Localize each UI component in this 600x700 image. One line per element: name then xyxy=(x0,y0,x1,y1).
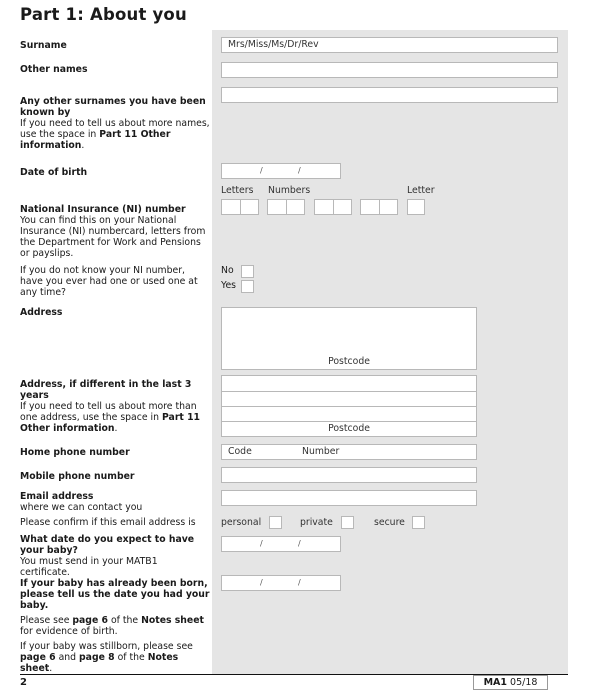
ni-letter-heading: Letter xyxy=(407,185,435,196)
page-title: Part 1: About you xyxy=(20,5,187,24)
email-secure-label: secure xyxy=(374,517,405,528)
date-separator: / xyxy=(260,166,263,175)
email-personal-label: personal xyxy=(221,517,262,528)
address-postcode-label: Postcode xyxy=(328,356,370,367)
ni-final-letter-box[interactable] xyxy=(407,199,425,215)
surname-input[interactable] xyxy=(221,37,558,53)
previous-address-input[interactable] xyxy=(221,375,477,437)
dob-input[interactable] xyxy=(221,163,341,179)
home-phone-label: Home phone number xyxy=(20,447,130,458)
phone-code-label: Code xyxy=(228,446,252,457)
date-separator: / xyxy=(260,539,263,548)
mobile-phone-label: Mobile phone number xyxy=(20,471,135,482)
other-names-label: Other names xyxy=(20,64,88,75)
ni-numbers-boxes-1[interactable] xyxy=(267,199,305,215)
email-input[interactable] xyxy=(221,490,477,506)
previous-address-label: Address, if different in the last 3 years If you need to tell us about more than one address, use the space in Part 11 Other information. xyxy=(20,379,201,434)
other-surnames-label: Any other surnames you have been known by If you need to tell us about more names, use the space in Part 11 Other information. xyxy=(20,96,210,151)
ni-letters-boxes[interactable] xyxy=(221,199,259,215)
address-label: Address xyxy=(20,307,63,318)
note-evidence-of-birth: Please see page 6 of the Notes sheet for evidence of birth. xyxy=(20,615,204,637)
page-number: 2 xyxy=(20,677,27,688)
ni-numbers-boxes-3[interactable] xyxy=(360,199,398,215)
date-separator: / xyxy=(298,578,301,587)
address-line-divider xyxy=(222,391,476,392)
ni-unknown-question: If you do not know your NI number, have you ever had one or used one at any time? xyxy=(20,265,198,298)
ni-numbers-boxes-2[interactable] xyxy=(314,199,352,215)
email-private-checkbox[interactable] xyxy=(341,516,354,529)
expected-date-input[interactable] xyxy=(221,536,341,552)
date-separator: / xyxy=(298,539,301,548)
email-confirm-text: Please confirm if this email address is xyxy=(20,517,196,528)
dob-label: Date of birth xyxy=(20,167,88,178)
email-personal-checkbox[interactable] xyxy=(269,516,282,529)
date-separator: / xyxy=(298,166,301,175)
ni-number-label: National Insurance (NI) number You can find this on your National Insurance (NI) numbercard, letters from the Department for Work and Pensions or payslips. xyxy=(20,204,206,259)
expected-date-label: What date do you expect to have your baby? You must send in your MATB1 certificate. If your baby has already been born, please tell us the date you had your baby. xyxy=(20,534,210,611)
email-label: Email address where we can contact you xyxy=(20,491,143,513)
other-surnames-input[interactable] xyxy=(221,87,558,103)
phone-number-label: Number xyxy=(302,446,340,457)
address-line-divider xyxy=(222,406,476,407)
email-private-label: private xyxy=(300,517,333,528)
ni-no-checkbox[interactable] xyxy=(241,265,254,278)
surname-title-hint: Mrs/Miss/Ms/Dr/Rev xyxy=(228,39,319,50)
ni-yes-checkbox[interactable] xyxy=(241,280,254,293)
ni-no-label: No xyxy=(221,265,234,276)
surname-label: Surname xyxy=(20,40,67,51)
email-secure-checkbox[interactable] xyxy=(412,516,425,529)
date-separator: / xyxy=(260,578,263,587)
note-stillborn: If your baby was stillborn, please see page 6 and page 8 of the Notes sheet. xyxy=(20,641,193,674)
ni-numbers-heading: Numbers xyxy=(268,185,311,196)
ni-letters-heading: Letters xyxy=(221,185,254,196)
home-phone-input[interactable] xyxy=(221,444,477,460)
birth-date-input[interactable] xyxy=(221,575,341,591)
mobile-phone-input[interactable] xyxy=(221,467,477,483)
address-line-divider xyxy=(222,421,476,422)
ni-yes-label: Yes xyxy=(221,280,237,291)
other-names-input[interactable] xyxy=(221,62,558,78)
form-code-badge: MA1 05/18 xyxy=(473,675,548,690)
previous-address-postcode-label: Postcode xyxy=(328,423,370,434)
address-input[interactable] xyxy=(221,307,477,370)
